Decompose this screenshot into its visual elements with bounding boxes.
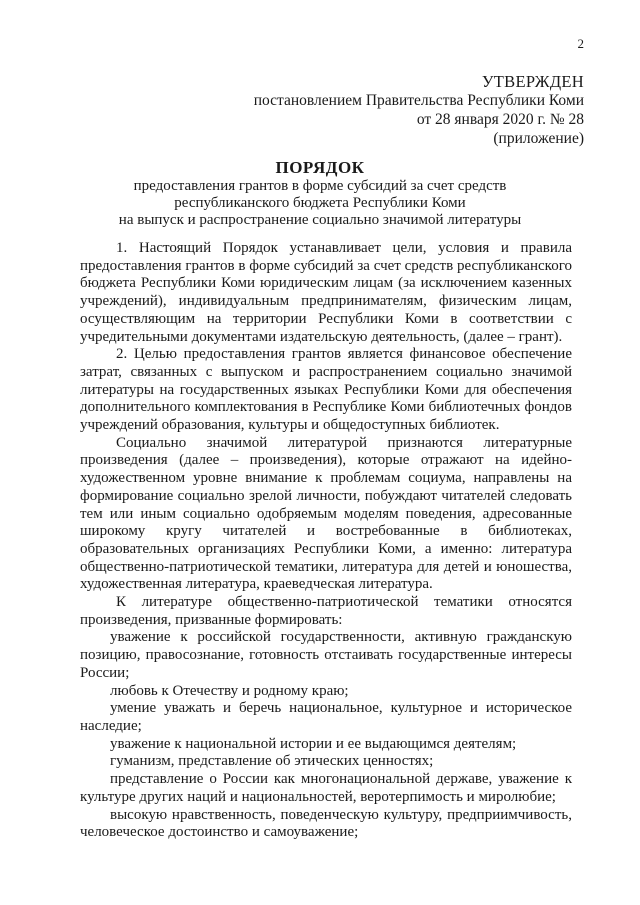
paragraph-3: Социально значимой литературой признаются литературные произведения (далее – произведения), которые отражают на идейно-художественном уровне внимание к проблемам социума, направлены на формирование социально зрелой личности, побуждают читателей следовать тем или иным социально одобряемым моделям поведения, адресованные широкому кругу читателей и востребованные в библиотеках, образовательных организациях Республики Коми, а именно: литература общественно-патриотической тематики, литература для детей и юношества, художественная литература, краеведческая литература. [80,434,572,593]
subtitle-line-1: предоставления грантов в форме субсидий за счет средств [133,178,507,194]
document-body [80,240,572,842]
approval-block [254,72,584,148]
paragraph-1: 1. Настоящий Порядок устанавливает цели, условия и правила предоставления грантов в форме субсидий за счет средств республиканского бюджета Республики Коми юридическим лицам (за исключением казенных учреждений), индивидуальным предпринимателям, физическим лицам, осуществляющим на территории Республики Коми в соответствии с учредительными документами издательскую деятельность, (далее – грант). [80,240,572,345]
list-item: высокую нравственность, поведенческую культуру, предприимчивость, человеческое достоинство и самоуважение; [80,806,572,841]
page-number: 2 [577,36,584,51]
approval-line-3: (приложение) [493,130,584,147]
approval-line-1: постановлением Правительства Республики Коми [253,92,584,109]
approval-line-2: от 28 января 2020 г. № 28 [416,111,584,128]
list-item: уважение к российской государственности, активную гражданскую позицию, правосознание, готовность отстаивать государственные интересы России; [80,629,572,681]
list-item: любовь к Отечеству и родному краю; [110,682,349,699]
list-item: уважение к национальной истории и ее выдающимся деятелям; [110,735,517,752]
approval-title: УТВЕРЖДЕН [481,72,584,91]
list-item: умение уважать и беречь национальное, культурное и историческое наследие; [80,700,572,734]
paragraph-2: 2. Целью предоставления грантов является финансовое обеспечение затрат, связанных с выпуском и распространением социально значимой литературы на государственных языках Республики Коми для обеспечения дополнительного комплектования в Республике Коми библиотечных фондов учреждений образования, культуры и общедоступных библиотек. [80,346,572,434]
list-item: гуманизм, представление об этических ценностях; [110,753,434,770]
document-subtitle [0,178,640,229]
subtitle-line-2: республиканского бюджета Республики Коми [174,195,466,211]
list-item: представление о России как многонациональной державе, уважение к культуре других наций и национальностей, веротерпимость и миролюбие; [80,771,572,805]
document-title: ПОРЯДОК [275,158,365,177]
paragraph-4: К литературе общественно-патриотической тематики относятся произведения, призванные формировать: [80,594,572,628]
subtitle-line-3: на выпуск и распространение социально значимой литературы [118,212,522,228]
